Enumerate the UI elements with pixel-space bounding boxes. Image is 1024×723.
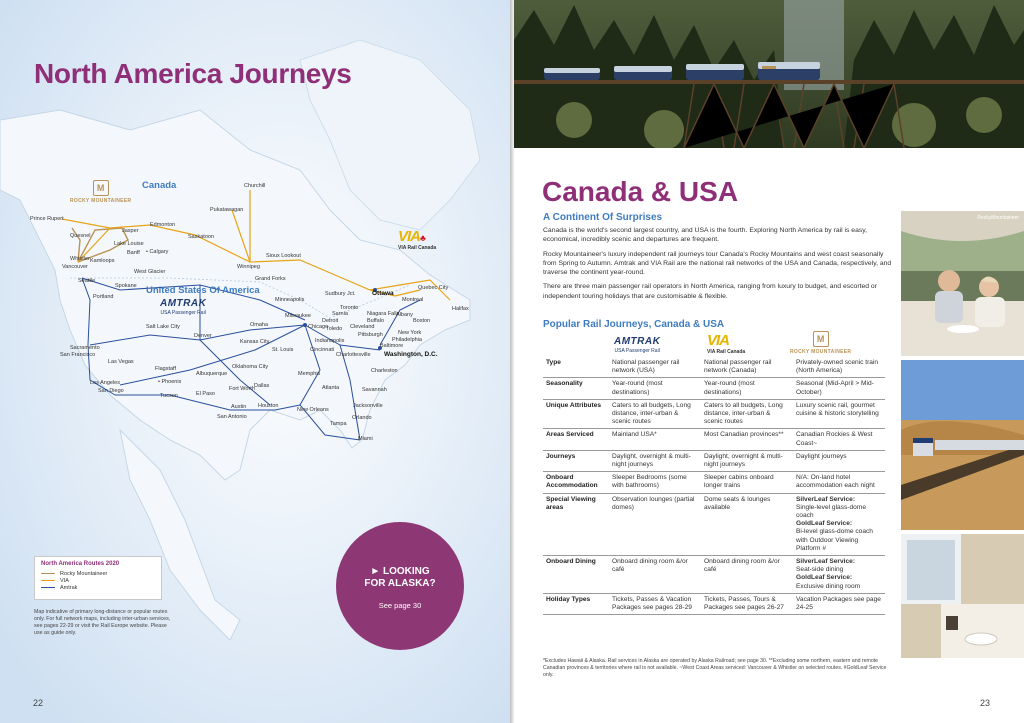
- page-number: 23: [980, 698, 991, 708]
- rocky-mountaineer-badge-icon: M: [813, 331, 829, 347]
- city-label: Oklahoma City: [232, 364, 269, 370]
- city-label: Ottawa: [372, 290, 394, 297]
- map-legend: North America Routes 2020 Rocky Mountaineer VIA Amtrak: [34, 556, 162, 600]
- city-label: Atlanta: [322, 385, 340, 391]
- photo-train-prairie: [901, 360, 1024, 530]
- city-label: Salt Lake City: [146, 324, 180, 330]
- city-label: Sarnia: [332, 311, 348, 317]
- city-label: Jasper: [122, 228, 139, 234]
- city-label: Philadelphia: [392, 337, 422, 343]
- city-label: Omaha: [250, 322, 269, 328]
- city-label: Kamloops: [90, 258, 115, 264]
- page-number: 22: [33, 698, 44, 708]
- city-label: Cleveland: [350, 324, 375, 330]
- city-label: San Diego: [98, 388, 124, 394]
- photo-onboard-table: [901, 534, 1024, 658]
- city-label: San Francisco: [60, 352, 96, 358]
- city-label: Las Vegas: [108, 359, 134, 365]
- city-label: Toronto: [340, 305, 359, 311]
- table-row: Areas Serviced Mainland USA* Most Canadian provinces** Canadian Rockies & West Coast~: [543, 429, 885, 450]
- right-page: [514, 0, 1024, 723]
- city-label: Jacksonville: [353, 403, 383, 409]
- city-label: Lake Louise: [114, 241, 144, 247]
- city-label: Portland: [93, 294, 114, 300]
- city-label: Milwaukee: [285, 313, 311, 319]
- table-row: Type National passenger rail network (USA) National passenger rail network (Canada) Privately-owned scenic train (North America): [543, 357, 885, 378]
- table-row: Special Viewing areas Observation lounges (partial domes) Dome seats & lounges available SilverLeaf Service: Single-level glass-dome coach GoldLeaf Service: Bi-level glass-dome coach with Outdoor Viewing Platform #: [543, 493, 885, 555]
- page-title: Canada & USA: [542, 176, 739, 207]
- city-label: Edmonton: [150, 222, 176, 228]
- table-row: Onboard Accommodation Sleeper Bedrooms (some with bathrooms) Sleeper cabins onboard longer trains N/A: On-land hotel accommodation each night: [543, 472, 885, 493]
- city-label: El Paso: [196, 391, 215, 397]
- photo-credit: RockyMountaineer: [977, 215, 1019, 221]
- city-label: Sacramento: [70, 345, 100, 351]
- city-label: Memphis: [298, 371, 321, 377]
- city-label: Charleston: [371, 368, 398, 374]
- rocky-mountaineer-badge-icon: M: [93, 180, 109, 196]
- city-label: Saskatoon: [188, 234, 214, 240]
- city-label: Fort Worth: [229, 386, 255, 392]
- footnote: *Excludes Hawaii & Alaska. Rail services in Alaska are operated by Alaska Railroad; see page 30. **Excluding some northern, eastern and remote Canadian provinces & territories where rail is not available. ~West Coast Areas serviced: Vancouver & Whistler on selected routes. #GoldLeaf Service only.: [543, 658, 887, 678]
- city-label: Toledo: [326, 326, 343, 332]
- city-label: Flagstaff: [155, 366, 176, 372]
- city-label: Prince Rupert: [30, 216, 64, 222]
- city-label: Miami: [358, 436, 373, 442]
- city-label: Boston: [413, 318, 431, 324]
- city-label: Vancouver: [62, 264, 88, 270]
- city-label: Detroit: [322, 318, 339, 324]
- city-label: Baltimore: [380, 343, 404, 349]
- city-label: Banff: [127, 250, 140, 256]
- maple-leaf-icon: ♣: [420, 233, 425, 243]
- rail-comparison-table: [543, 357, 885, 615]
- city-label: Grand Forks: [255, 276, 286, 282]
- city-label: • Phoenix: [158, 379, 182, 385]
- via-rail-logo: VIA♣ VIA Rail Canada: [398, 228, 437, 251]
- city-label: Niagara Falls: [367, 311, 400, 317]
- city-label: New Orleans: [297, 407, 329, 413]
- photo-dining-passengers: [901, 211, 1024, 356]
- intro-text: Canada is the world's second largest country, and USA is the fourth. Exploring North America by rail is easy, economical, incredibly scenic and departures are frequent. Rocky Mountaineer's luxury independent rail journeys tour Canada's Rocky Mountains and west coast seasonally from Spring to Autumn. Amtrak and VIA Rail are the national rail networks of the USA and Canada, respectively, and traverse the continent year-round. There are three main passenger rail operators in North America, ranging from luxury to budget, and escorted or independent touring holidays that are customisable & flexible.: [543, 227, 892, 300]
- table-row: Holiday Types Tickets, Passes & Vacation Packages see pages 28-29 Tickets, Passes, Tours & Packages see pages 26-27 Vacation Packages see page 24-25: [543, 593, 885, 614]
- city-label: Whistler: [70, 256, 90, 262]
- legend-item: Amtrak: [41, 584, 155, 591]
- hero-photo-train-bridge: [514, 0, 1024, 148]
- city-label: Houston: [258, 403, 279, 409]
- city-label: Chicago: [308, 324, 329, 330]
- city-label: Pittsburgh: [358, 332, 383, 338]
- city-label: Tucson: [160, 393, 178, 399]
- alaska-cta-circle[interactable]: ► LOOKING FOR ALASKA? See page 30: [336, 522, 464, 650]
- city-label: Buffalo: [367, 318, 385, 324]
- city-label: Charlottesville: [336, 352, 371, 358]
- city-label: Winnipeg: [237, 264, 260, 270]
- city-label: Indianapolis: [315, 338, 345, 344]
- city-label: Denver: [194, 333, 212, 339]
- amtrak-logo: AMTRAK USA Passenger Rail: [160, 298, 207, 316]
- city-label: Seattle: [78, 278, 96, 284]
- city-label: Quebec City: [418, 285, 449, 291]
- city-label: Sudbury Jct.: [325, 291, 356, 297]
- city-label: Sioux Lookout: [266, 253, 301, 259]
- table-row: Seasonality Year-round (most destinations) Year-round (most destinations) Seasonal (Mid-April > Mid-October): [543, 378, 885, 399]
- country-label-usa: United States Of America: [146, 285, 260, 296]
- city-label: Montreal: [402, 297, 424, 303]
- page-subtitle: A Continent Of Surprises: [543, 212, 663, 223]
- city-label: Los Angeles: [90, 380, 120, 386]
- city-label: Albany: [396, 312, 413, 318]
- city-label: Minneapolis: [275, 297, 305, 303]
- city-label: Washington, D.C.: [384, 351, 438, 358]
- city-label: Dallas: [254, 383, 270, 389]
- city-label: Cincinnati: [310, 347, 335, 353]
- rocky-mountaineer-logo: M ROCKY MOUNTAINEER: [70, 180, 131, 204]
- table-row: Unique Attributes Caters to all budgets, Long distance, inter-urban & scenic routes Caters to all budgets, Long distance, inter-urban & scenic routes Luxury scenic rail, gourmet cuisine & historic storytelling: [543, 399, 885, 429]
- city-label: Spokane: [115, 283, 137, 289]
- city-label: Tampa: [330, 421, 347, 427]
- table-row: Onboard Dining Onboard dining room &/or café Onboard dining room &/or café SilverLeaf Service: Seat-side dining GoldLeaf Service: Exclusive dining room: [543, 556, 885, 594]
- city-label: Kansas City: [240, 339, 270, 345]
- section-title: Popular Rail Journeys, Canada & USA: [543, 319, 725, 330]
- city-label: Quesnel: [70, 233, 91, 239]
- city-label: Churchill: [244, 183, 266, 189]
- via-rail-logo: VIA VIA Rail Canada: [707, 332, 746, 355]
- city-label: West Glacier: [134, 269, 166, 275]
- city-label: San Antonio: [217, 414, 247, 420]
- city-label: Savannah: [362, 387, 387, 393]
- city-label: Pukatawagan: [210, 207, 244, 213]
- city-label: Austin: [231, 404, 247, 410]
- city-label: Albuquerque: [196, 371, 228, 377]
- map-disclaimer: Map indicative of primary long-distance or popular routes only. For full network maps, including inter-urban services, see pages 22-29 or visit the Rail Europe website. Please use as guide only.: [34, 609, 171, 636]
- city-label: St. Louis: [272, 347, 294, 353]
- amtrak-logo: AMTRAK USA Passenger Rail: [614, 336, 661, 354]
- city-label: • Calgary: [146, 249, 169, 255]
- city-label: Halifax: [452, 306, 469, 312]
- legend-item: VIA: [41, 577, 155, 584]
- country-label-canada: Canada: [142, 180, 177, 191]
- city-label: New York: [398, 330, 422, 336]
- city-label: Orlando: [352, 415, 372, 421]
- rocky-mountaineer-logo: M ROCKY MOUNTAINEER: [790, 331, 851, 355]
- table-row: Journeys Daylight, overnight & multi-night journeys Daylight, overnight & multi-night journeys Daylight journeys: [543, 450, 885, 471]
- legend-item: Rocky Mountaineer: [41, 570, 155, 577]
- page-title: North America Journeys: [34, 58, 352, 89]
